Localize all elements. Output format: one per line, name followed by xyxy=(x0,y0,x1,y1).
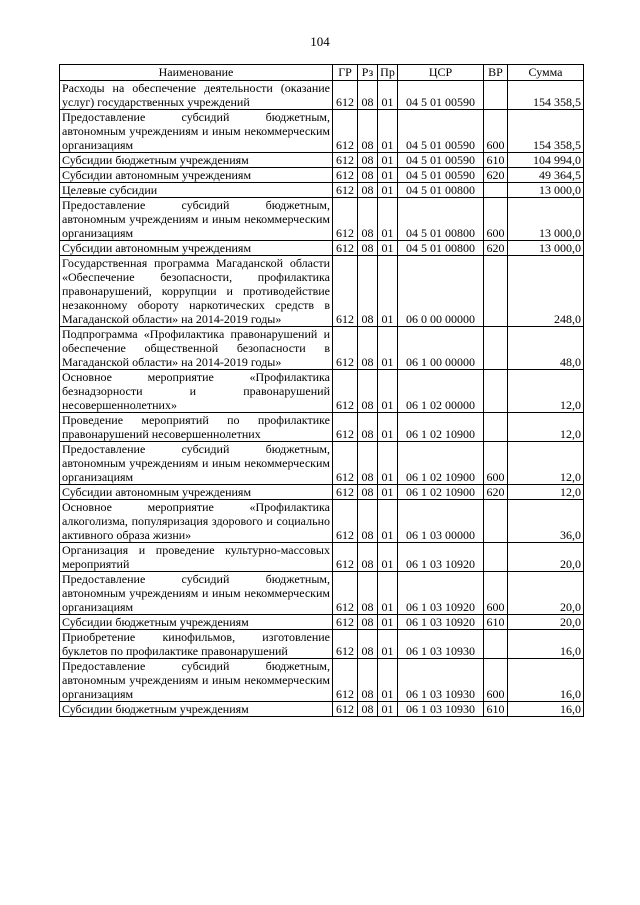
cell-vr: 610 xyxy=(484,702,508,717)
cell-pr: 01 xyxy=(378,500,398,543)
cell-csr: 06 1 03 10920 xyxy=(398,572,484,615)
cell-sum: 104 994,0 xyxy=(508,153,584,168)
table-row xyxy=(60,485,584,500)
cell-name: Субсидии автономным учреждениям xyxy=(60,168,333,183)
cell-vr xyxy=(484,327,508,370)
cell-csr: 06 1 03 10930 xyxy=(398,659,484,702)
cell-sum: 13 000,0 xyxy=(508,198,584,241)
cell-vr xyxy=(484,413,508,442)
table-row xyxy=(60,110,584,153)
header-name: Наименование xyxy=(60,65,333,81)
header-rz: Рз xyxy=(358,65,378,81)
cell-pr: 01 xyxy=(378,168,398,183)
cell-gr: 612 xyxy=(333,572,358,615)
cell-sum: 154 358,5 xyxy=(508,81,584,110)
cell-name: Проведение мероприятий по профилактике правонарушений несовершеннолетних xyxy=(60,413,333,442)
table-row xyxy=(60,153,584,168)
cell-vr: 600 xyxy=(484,110,508,153)
cell-vr xyxy=(484,183,508,198)
cell-vr: 620 xyxy=(484,241,508,256)
cell-pr: 01 xyxy=(378,110,398,153)
cell-name: Расходы на обеспечение деятельности (оказание услуг) государственных учреждений xyxy=(60,81,333,110)
header-vr: ВР xyxy=(484,65,508,81)
cell-csr: 06 1 03 10930 xyxy=(398,702,484,717)
cell-name: Основное мероприятие «Профилактика алкоголизма, популяризация здорового и социально активного образа жизни» xyxy=(60,500,333,543)
cell-rz: 08 xyxy=(358,256,378,327)
cell-sum: 20,0 xyxy=(508,543,584,572)
cell-csr: 04 5 01 00800 xyxy=(398,183,484,198)
table-row xyxy=(60,198,584,241)
cell-csr: 06 1 02 00000 xyxy=(398,370,484,413)
page-number: 104 xyxy=(310,34,330,49)
cell-pr: 01 xyxy=(378,198,398,241)
cell-name: Предоставление субсидий бюджетным, автономным учреждениям и иным некоммерческим организациям xyxy=(60,659,333,702)
cell-csr: 04 5 01 00590 xyxy=(398,81,484,110)
budget-table xyxy=(59,64,584,717)
cell-sum: 12,0 xyxy=(508,370,584,413)
cell-name: Предоставление субсидий бюджетным, автономным учреждениям и иным некоммерческим организациям xyxy=(60,572,333,615)
table-header-row xyxy=(60,65,584,81)
cell-csr: 06 1 03 10920 xyxy=(398,543,484,572)
cell-name: Предоставление субсидий бюджетным, автономным учреждениям и иным некоммерческим организациям xyxy=(60,442,333,485)
cell-sum: 16,0 xyxy=(508,659,584,702)
cell-gr: 612 xyxy=(333,702,358,717)
cell-name: Приобретение кинофильмов, изготовление буклетов по профилактике правонарушений xyxy=(60,630,333,659)
cell-pr: 01 xyxy=(378,615,398,630)
cell-pr: 01 xyxy=(378,327,398,370)
cell-gr: 612 xyxy=(333,327,358,370)
header-gr: ГР xyxy=(333,65,358,81)
cell-pr: 01 xyxy=(378,241,398,256)
table-row xyxy=(60,370,584,413)
cell-rz: 08 xyxy=(358,615,378,630)
cell-name: Целевые субсидии xyxy=(60,183,333,198)
cell-name: Субсидии бюджетным учреждениям xyxy=(60,153,333,168)
cell-sum: 12,0 xyxy=(508,442,584,485)
cell-gr: 612 xyxy=(333,168,358,183)
cell-pr: 01 xyxy=(378,543,398,572)
cell-csr: 04 5 01 00800 xyxy=(398,198,484,241)
cell-vr: 610 xyxy=(484,153,508,168)
table-row xyxy=(60,500,584,543)
cell-rz: 08 xyxy=(358,413,378,442)
cell-pr: 01 xyxy=(378,630,398,659)
cell-vr xyxy=(484,630,508,659)
cell-sum: 36,0 xyxy=(508,500,584,543)
cell-rz: 08 xyxy=(358,110,378,153)
cell-rz: 08 xyxy=(358,327,378,370)
cell-csr: 04 5 01 00800 xyxy=(398,241,484,256)
cell-pr: 01 xyxy=(378,442,398,485)
cell-rz: 08 xyxy=(358,485,378,500)
cell-vr xyxy=(484,370,508,413)
cell-rz: 08 xyxy=(358,153,378,168)
table-row xyxy=(60,168,584,183)
table-row xyxy=(60,256,584,327)
cell-rz: 08 xyxy=(358,659,378,702)
cell-name: Организация и проведение культурно-массовых мероприятий xyxy=(60,543,333,572)
cell-sum: 12,0 xyxy=(508,413,584,442)
cell-csr: 06 1 02 10900 xyxy=(398,442,484,485)
cell-sum: 248,0 xyxy=(508,256,584,327)
cell-pr: 01 xyxy=(378,572,398,615)
cell-csr: 04 5 01 00590 xyxy=(398,168,484,183)
cell-sum: 16,0 xyxy=(508,702,584,717)
cell-name: Предоставление субсидий бюджетным, автономным учреждениям и иным некоммерческим организациям xyxy=(60,198,333,241)
cell-gr: 612 xyxy=(333,659,358,702)
cell-gr: 612 xyxy=(333,183,358,198)
table-row xyxy=(60,442,584,485)
cell-csr: 06 0 00 00000 xyxy=(398,256,484,327)
cell-gr: 612 xyxy=(333,256,358,327)
table-row xyxy=(60,241,584,256)
cell-csr: 06 1 03 10920 xyxy=(398,615,484,630)
cell-gr: 612 xyxy=(333,153,358,168)
cell-vr: 600 xyxy=(484,572,508,615)
header-sum: Сумма xyxy=(508,65,584,81)
cell-csr: 06 1 03 00000 xyxy=(398,500,484,543)
cell-vr: 600 xyxy=(484,198,508,241)
table-row xyxy=(60,327,584,370)
cell-csr: 06 1 02 10900 xyxy=(398,485,484,500)
header-pr: Пр xyxy=(378,65,398,81)
cell-sum: 12,0 xyxy=(508,485,584,500)
cell-gr: 612 xyxy=(333,630,358,659)
cell-name: Субсидии бюджетным учреждениям xyxy=(60,702,333,717)
cell-name: Основное мероприятие «Профилактика безнадзорности и правонарушений несовершеннолетних» xyxy=(60,370,333,413)
cell-name: Субсидии автономным учреждениям xyxy=(60,241,333,256)
cell-pr: 01 xyxy=(378,702,398,717)
cell-vr: 620 xyxy=(484,485,508,500)
cell-gr: 612 xyxy=(333,198,358,241)
cell-vr xyxy=(484,500,508,543)
cell-name: Субсидии бюджетным учреждениям xyxy=(60,615,333,630)
cell-sum: 20,0 xyxy=(508,572,584,615)
cell-name: Подпрограмма «Профилактика правонарушений и обеспечение общественной безопасности в Магаданской области» на 2014-2019 годы» xyxy=(60,327,333,370)
cell-sum: 48,0 xyxy=(508,327,584,370)
cell-pr: 01 xyxy=(378,659,398,702)
cell-csr: 06 1 02 10900 xyxy=(398,413,484,442)
cell-gr: 612 xyxy=(333,500,358,543)
cell-pr: 01 xyxy=(378,370,398,413)
cell-pr: 01 xyxy=(378,183,398,198)
cell-gr: 612 xyxy=(333,241,358,256)
cell-csr: 06 1 00 00000 xyxy=(398,327,484,370)
table-row xyxy=(60,630,584,659)
cell-rz: 08 xyxy=(358,630,378,659)
cell-gr: 612 xyxy=(333,370,358,413)
cell-rz: 08 xyxy=(358,241,378,256)
cell-pr: 01 xyxy=(378,413,398,442)
cell-gr: 612 xyxy=(333,413,358,442)
cell-rz: 08 xyxy=(358,442,378,485)
table-row xyxy=(60,413,584,442)
table-row xyxy=(60,615,584,630)
cell-vr: 610 xyxy=(484,615,508,630)
cell-gr: 612 xyxy=(333,442,358,485)
cell-gr: 612 xyxy=(333,81,358,110)
cell-rz: 08 xyxy=(358,198,378,241)
cell-gr: 612 xyxy=(333,615,358,630)
cell-pr: 01 xyxy=(378,485,398,500)
cell-vr: 600 xyxy=(484,659,508,702)
cell-vr: 600 xyxy=(484,442,508,485)
cell-csr: 04 5 01 00590 xyxy=(398,153,484,168)
table-row xyxy=(60,572,584,615)
cell-name: Государственная программа Магаданской области «Обеспечение безопасности, профилактика правонарушений, коррупции и противодействие незаконному обороту наркотических средств в Магаданской области» на 2014-2019 годы» xyxy=(60,256,333,327)
cell-rz: 08 xyxy=(358,81,378,110)
cell-name: Субсидии автономным учреждениям xyxy=(60,485,333,500)
cell-pr: 01 xyxy=(378,256,398,327)
cell-rz: 08 xyxy=(358,572,378,615)
table-row xyxy=(60,659,584,702)
cell-gr: 612 xyxy=(333,485,358,500)
cell-rz: 08 xyxy=(358,543,378,572)
cell-csr: 06 1 03 10930 xyxy=(398,630,484,659)
cell-sum: 154 358,5 xyxy=(508,110,584,153)
cell-vr: 620 xyxy=(484,168,508,183)
cell-gr: 612 xyxy=(333,543,358,572)
cell-rz: 08 xyxy=(358,168,378,183)
cell-gr: 612 xyxy=(333,110,358,153)
cell-vr xyxy=(484,81,508,110)
cell-sum: 13 000,0 xyxy=(508,241,584,256)
table-row xyxy=(60,702,584,717)
table-row xyxy=(60,543,584,572)
cell-pr: 01 xyxy=(378,81,398,110)
cell-pr: 01 xyxy=(378,153,398,168)
cell-csr: 04 5 01 00590 xyxy=(398,110,484,153)
cell-vr xyxy=(484,543,508,572)
cell-rz: 08 xyxy=(358,370,378,413)
cell-rz: 08 xyxy=(358,702,378,717)
cell-sum: 20,0 xyxy=(508,615,584,630)
cell-sum: 13 000,0 xyxy=(508,183,584,198)
cell-sum: 16,0 xyxy=(508,630,584,659)
cell-name: Предоставление субсидий бюджетным, автономным учреждениям и иным некоммерческим организациям xyxy=(60,110,333,153)
cell-vr xyxy=(484,256,508,327)
cell-rz: 08 xyxy=(358,183,378,198)
header-csr: ЦСР xyxy=(398,65,484,81)
table-row xyxy=(60,183,584,198)
cell-rz: 08 xyxy=(358,500,378,543)
cell-sum: 49 364,5 xyxy=(508,168,584,183)
table-row xyxy=(60,81,584,110)
